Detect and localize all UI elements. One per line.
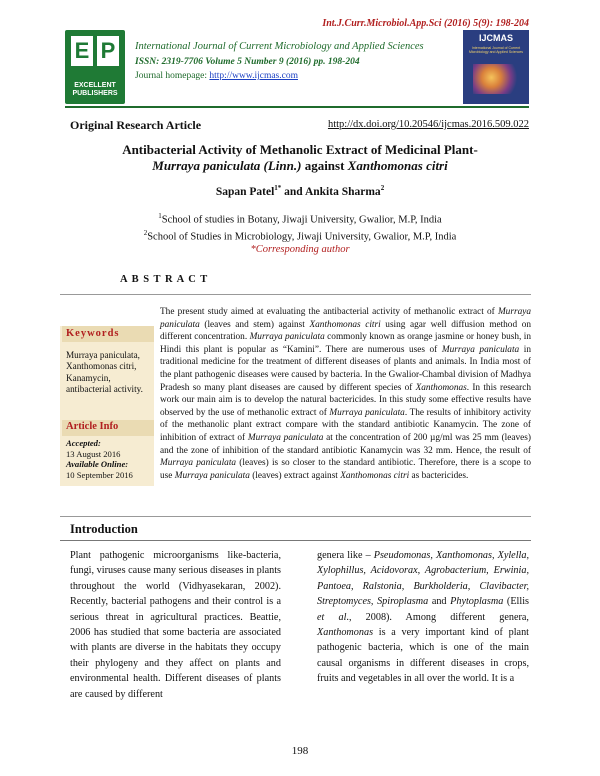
abstract-pathogen: Xanthomonas citri	[340, 470, 410, 481]
accepted-label: Accepted:	[66, 438, 101, 448]
abstract-pathogen: Xanthomonas citri	[309, 319, 381, 330]
title-species: Murraya paniculata (Linn.)	[152, 158, 302, 173]
author-2: Ankita Sharma	[304, 185, 381, 198]
abstract-text: (leaves) is so closer to the standard antibiotic. Therefore, there is a scope to use	[160, 458, 531, 481]
doi-link[interactable]: http://dx.doi.org/10.20546/ijcmas.2016.509.022	[327, 119, 529, 130]
abstract-text: . In this research work our main aim is to develop the natural bactericides. In this study some effective results have observed by the use of methanolic extract of	[160, 382, 531, 418]
affiliation-1-sup: 1	[158, 212, 162, 220]
abstract-top-rule	[60, 294, 531, 295]
online-date: 10 September 2016	[66, 469, 133, 480]
running-citation: Int.J.Curr.Microbiol.App.Sci (2016) 5(9): 198-204	[322, 18, 529, 29]
cover-subtitle: International Journal of Current Microbiology and Applied Sciences	[468, 46, 524, 54]
abstract-text: using agar well diffusion method on different concentration.	[160, 319, 531, 343]
abstract-genus: Xanthomonas	[415, 382, 467, 393]
affiliation-2-sup: 2	[143, 228, 148, 237]
abstract-bottom-rule	[60, 516, 531, 517]
page-number: 198	[291, 745, 309, 757]
abstract-text: commonly known as orange jasmine or honey bush, in Hindi this plant is popular as “Kamini”. There are numerous uses of	[160, 332, 531, 355]
title-mid: against	[301, 158, 348, 173]
journal-cover-image	[463, 30, 529, 104]
intro-text: genera like –	[317, 550, 374, 561]
intro-text: (Ellis	[503, 596, 529, 608]
intro-genera: Pseudomonas, Xanthomonas, Xylella, Xylophillus, Acidovorax, Agrobacterium, Erwinia, Pantoea, Ralstonia, Burkholderia, Clavibacter, Streptomyces, Spiroplasma	[317, 550, 529, 608]
abstract-text: (leaves and stem) against	[199, 319, 310, 330]
article-title	[60, 142, 540, 174]
abstract-species: Murraya paniculata	[249, 332, 325, 343]
header-divider	[65, 106, 529, 108]
keywords-list: Murraya paniculata, Xanthomonas citri, Kanamycin, antibacterial activity.	[66, 350, 143, 395]
affiliation-1-text: School of studies in Botany, Jiwaji University, Gwalior, M.P, India	[161, 214, 442, 226]
article-info-heading: Article Info	[66, 421, 119, 432]
intro-right-column	[317, 548, 529, 687]
author-and: and	[281, 185, 305, 198]
article-dates	[66, 438, 152, 480]
introduction-heading: Introduction	[70, 522, 138, 536]
article-type: Original Research Article	[70, 118, 202, 132]
intro-left-column: Plant pathogenic microorganisms like-bacteria, fungi, viruses cause many serious diseases in plants throughout the world (Vidhyasekaran, 2002). Recently, bacterial pathogens and their control is a serious threat in agricultural practices. Beattie, 2006 has studied that some bacteria are associated with plants are diverse in the habitats they occupy their phylogeny and they affect on plants and environmental health. Different diseases of plants are caused by different	[70, 550, 281, 700]
abstract-species: Murraya paniculata	[160, 307, 531, 330]
abstract-text: at the concentration of 200 µg/ml was 25 mm (leaves) and the zone of inhibition of the standard antibiotic Kanamycin was 32 mm. Hence, the result of	[160, 432, 531, 456]
title-pathogen: Xanthomonas citri	[347, 158, 448, 173]
logo-letter-e: E	[74, 38, 90, 63]
intro-text: ., 2008). Among different genera,	[346, 611, 529, 623]
abstract-text: The present study aimed at evaluating the antibacterial activity of methanolic extract of	[160, 307, 498, 317]
title-line-1: Antibacterial Activity of Methanolic Extract of Medicinal Plant-	[122, 142, 478, 157]
issn-line: ISSN: 2319-7706 Volume 5 Number 9 (2016) pp. 198-204	[135, 57, 360, 67]
intro-genus: Phytoplasma	[450, 596, 504, 608]
journal-name: International Journal of Current Microbiology and Applied Sciences	[135, 41, 424, 52]
author-2-sup: 2	[380, 184, 385, 192]
abstract-heading: A B S T R A C T	[120, 274, 209, 285]
abstract-species: Murraya paniculata	[441, 344, 520, 355]
introduction-rule	[60, 540, 531, 541]
abstract-species: Murraya paniculata	[247, 432, 324, 443]
corresponding-author: *Corresponding author	[250, 244, 350, 255]
abstract-species: Murraya paniculata	[174, 470, 250, 481]
affiliation-1	[60, 210, 540, 227]
authors	[60, 184, 540, 198]
keywords-heading: Keywords	[66, 328, 120, 339]
homepage-label: Journal homepage:	[135, 71, 210, 81]
publisher-logo	[65, 30, 125, 104]
abstract-text: as bactericides.	[409, 470, 469, 481]
abstract-species: Murraya paniculata	[160, 458, 237, 469]
author-1-sup: 1*	[274, 184, 282, 192]
cover-title: IJCMAS	[478, 33, 513, 43]
journal-homepage	[135, 71, 465, 81]
author-1: Sapan Patel	[215, 185, 275, 198]
intro-text: and	[428, 596, 451, 608]
online-label: Available Online:	[66, 459, 129, 469]
intro-genus: Xanthomonas	[317, 627, 374, 639]
abstract-text: . The results of inhibitory activity of the methanolic plant extract compare with the standard antibiotic Kanamycin. The zone of inhibition of extract of	[160, 407, 531, 443]
accepted-date: 13 August 2016	[66, 448, 121, 459]
logo-text: EXCELLENT PUBLISHERS	[72, 82, 118, 97]
affiliation-2	[60, 227, 540, 244]
affiliation-2-text: School of Studies in Microbiology, Jiwaji University, Gwalior, M.P, India	[147, 231, 457, 242]
title-line-2	[60, 158, 540, 174]
abstract-species: Murraya paniculata	[329, 407, 405, 418]
abstract-text: (leaves) extract against	[249, 470, 341, 481]
logo-letter-p: P	[100, 38, 116, 63]
homepage-link[interactable]: http://www.ijcmas.com	[209, 71, 298, 81]
cover-artwork	[473, 64, 519, 94]
intro-text: is a very important kind of plant pathogenic bacteria, which is one of the main causal organisms in different diseases in crops, fruits and vegetables in all over the world. It is a	[317, 627, 529, 685]
abstract-text: in traditional medicine for the treatment of different diseases of plants and animals. In India most of the plant pathogenic diseases were caused by bacteria. In the Gwalior-Chambal division of Madhya Pradesh so many plant diseases are caused by different species of	[160, 344, 531, 393]
intro-et-al: et al	[317, 611, 347, 623]
abstract-body	[160, 306, 531, 482]
affiliations	[60, 210, 540, 256]
